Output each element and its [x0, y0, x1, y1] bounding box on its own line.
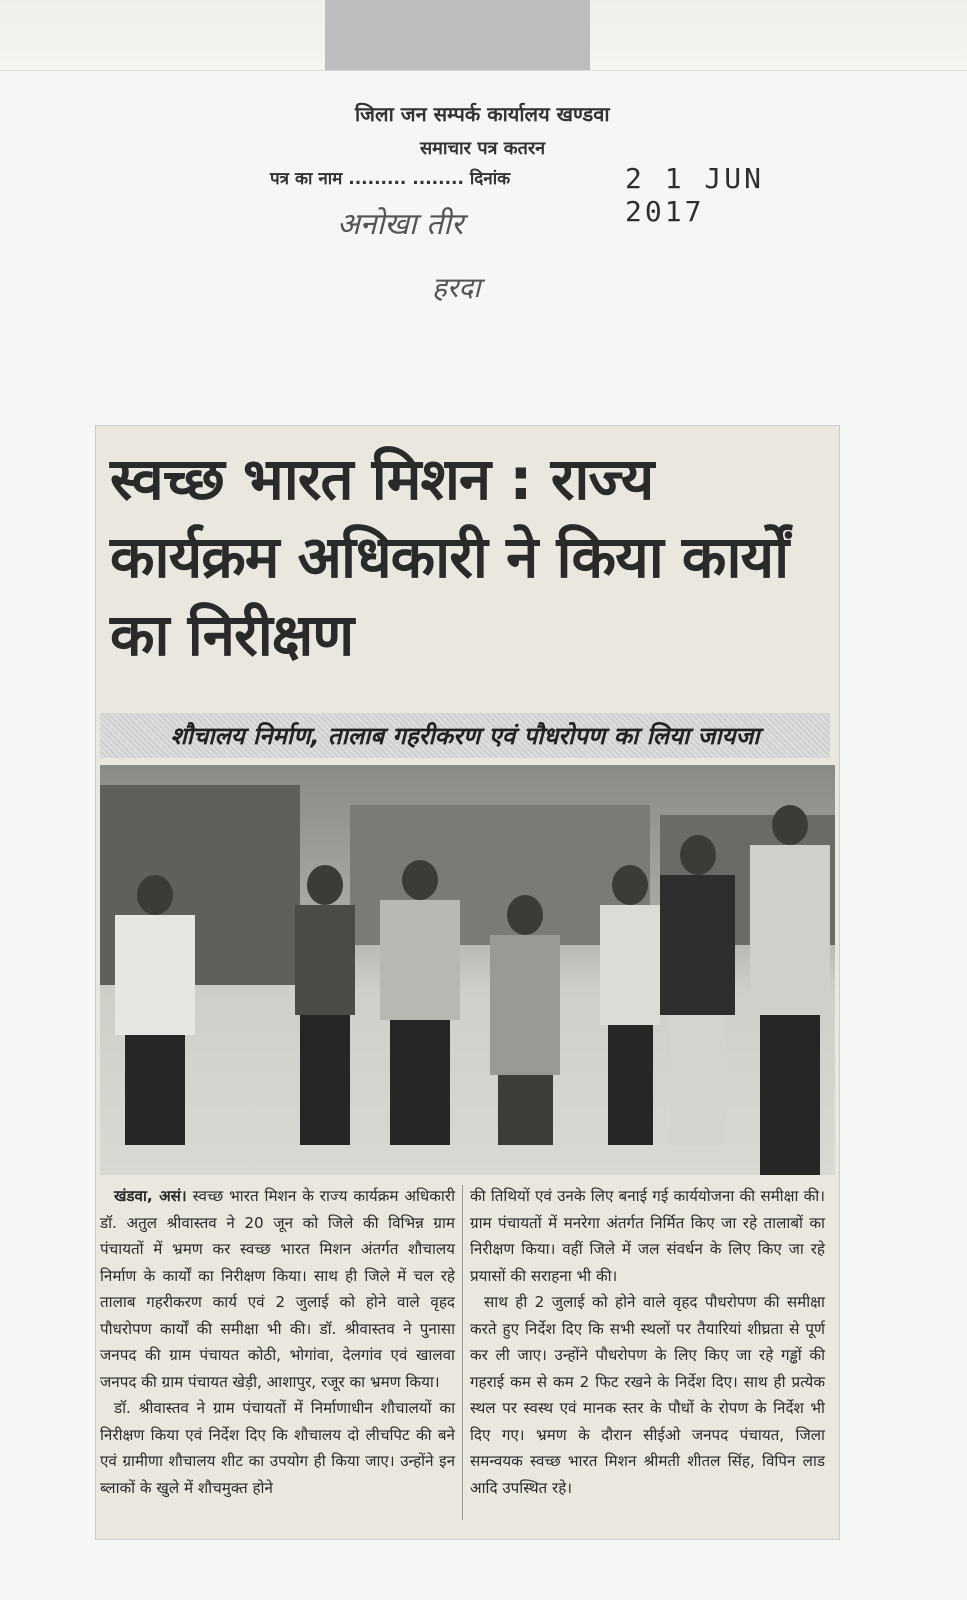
photo-person: [600, 865, 660, 1145]
article-headline: स्वच्छ भारत मिशन : राज्य कार्यक्रम अधिकारी ने किया कार्यों का निरीक्षण: [110, 445, 789, 669]
photo-person: [660, 835, 735, 1145]
article-paragraph: की तिथियों एवं उनके लिए बनाई गई कार्ययोजना की समीक्षा की। ग्राम पंचायतों में मनरेगा अंतर्गत निर्मित किए जा रहे तालाबों का निरीक्षण किया। वहीं जिले में जल संवर्धन के लिए किए जा रहे प्रयासों की सराहना भी की।: [470, 1187, 825, 1285]
newspaper-clipping: [95, 425, 840, 1540]
photo-person: [115, 875, 195, 1145]
stamp-date: 2 1 JUN 2017: [625, 162, 765, 228]
stamp-meta: पत्र का नाम ......... ........ दिनांक: [270, 169, 511, 189]
photo-person: [750, 805, 830, 1175]
photo-person: [380, 860, 460, 1145]
photo-person: [295, 865, 355, 1145]
article-dateline: खंडवा, असं।: [114, 1187, 187, 1205]
tape-strip: [325, 0, 590, 70]
subhead-bar: [100, 713, 830, 758]
stamp-office: जिला जन सम्पर्क कार्यालय खण्डवा: [355, 102, 610, 126]
article-paragraph: [100, 1183, 455, 1395]
stamp-title: समाचार पत्र कतरन: [420, 138, 546, 159]
handwritten-place: हरदा: [432, 271, 481, 304]
handwritten-paper-name: अनोखा तीर: [337, 207, 464, 242]
article-column-right: [470, 1183, 825, 1501]
article-paragraph: साथ ही 2 जुलाई को होने वाले वृहद पौधरोपण की समीक्षा करते हुए निर्देश दिए कि सभी स्थलों पर तैयारियां शीघ्रता से पूर्ण कर ली जाए। उन्होंने पौधरोपण के लिए किए जा रहे गड्ढों की गहराई कम से कम 2 फिट रखने के निर्देश दिए। साथ ही प्रत्येक स्थल पर स्वस्थ एवं मानक स्तर के पौधों के रोपण के निर्देश भी दिए गए। भ्रमण के दौरान सीईओ जनपद पंचायत, जिला समन्वयक स्वच्छ भारत मिशन श्रीमती शीतल सिंह, विपिन लाड आदि उपस्थित रहे।: [470, 1293, 825, 1497]
article-paragraph: डॉ. श्रीवास्तव ने ग्राम पंचायतों में निर्माणाधीन शौचालयों का निरीक्षण किया एवं निर्देश दिए कि शौचालय दो लीचपिट की बने एवं ग्रामीणा शौचालय शीट का उपयोग ही किया जाए। उन्होंने इन ब्लाकों के खुले में शौचमुक्त होने: [100, 1399, 455, 1497]
article-column-left: [100, 1183, 455, 1501]
column-divider: [462, 1185, 463, 1520]
article-text: स्वच्छ भारत मिशन के राज्य कार्यक्रम अधिकारी डॉ. अतुल श्रीवास्तव ने 20 जून को जिले की विभिन्न ग्राम पंचायतों में भ्रमण कर स्वच्छ भारत मिशन अंतर्गत शौचालय निर्माण के कार्यों का निरीक्षण किया। साथ ही जिले में चल रहे तालाब गहरीकरण कार्य एवं 2 जुलाई को होने वाले वृहद पौधरोपण कार्यों की समीक्षा भी की। डॉ. श्रीवास्तव ने पुनासा जनपद की ग्राम पंचायत कोठी, भोगांवा, देलगांव एवं खालवा जनपद की ग्राम पंचायत खेड़ी, आशापुर, रजूर का भ्रमण किया।: [100, 1187, 455, 1391]
article-photo: [100, 765, 835, 1175]
photo-person: [490, 895, 560, 1145]
article-subhead: शौचालय निर्माण, तालाब गहरीकरण एवं पौधरोपण का लिया जायजा: [170, 722, 760, 750]
